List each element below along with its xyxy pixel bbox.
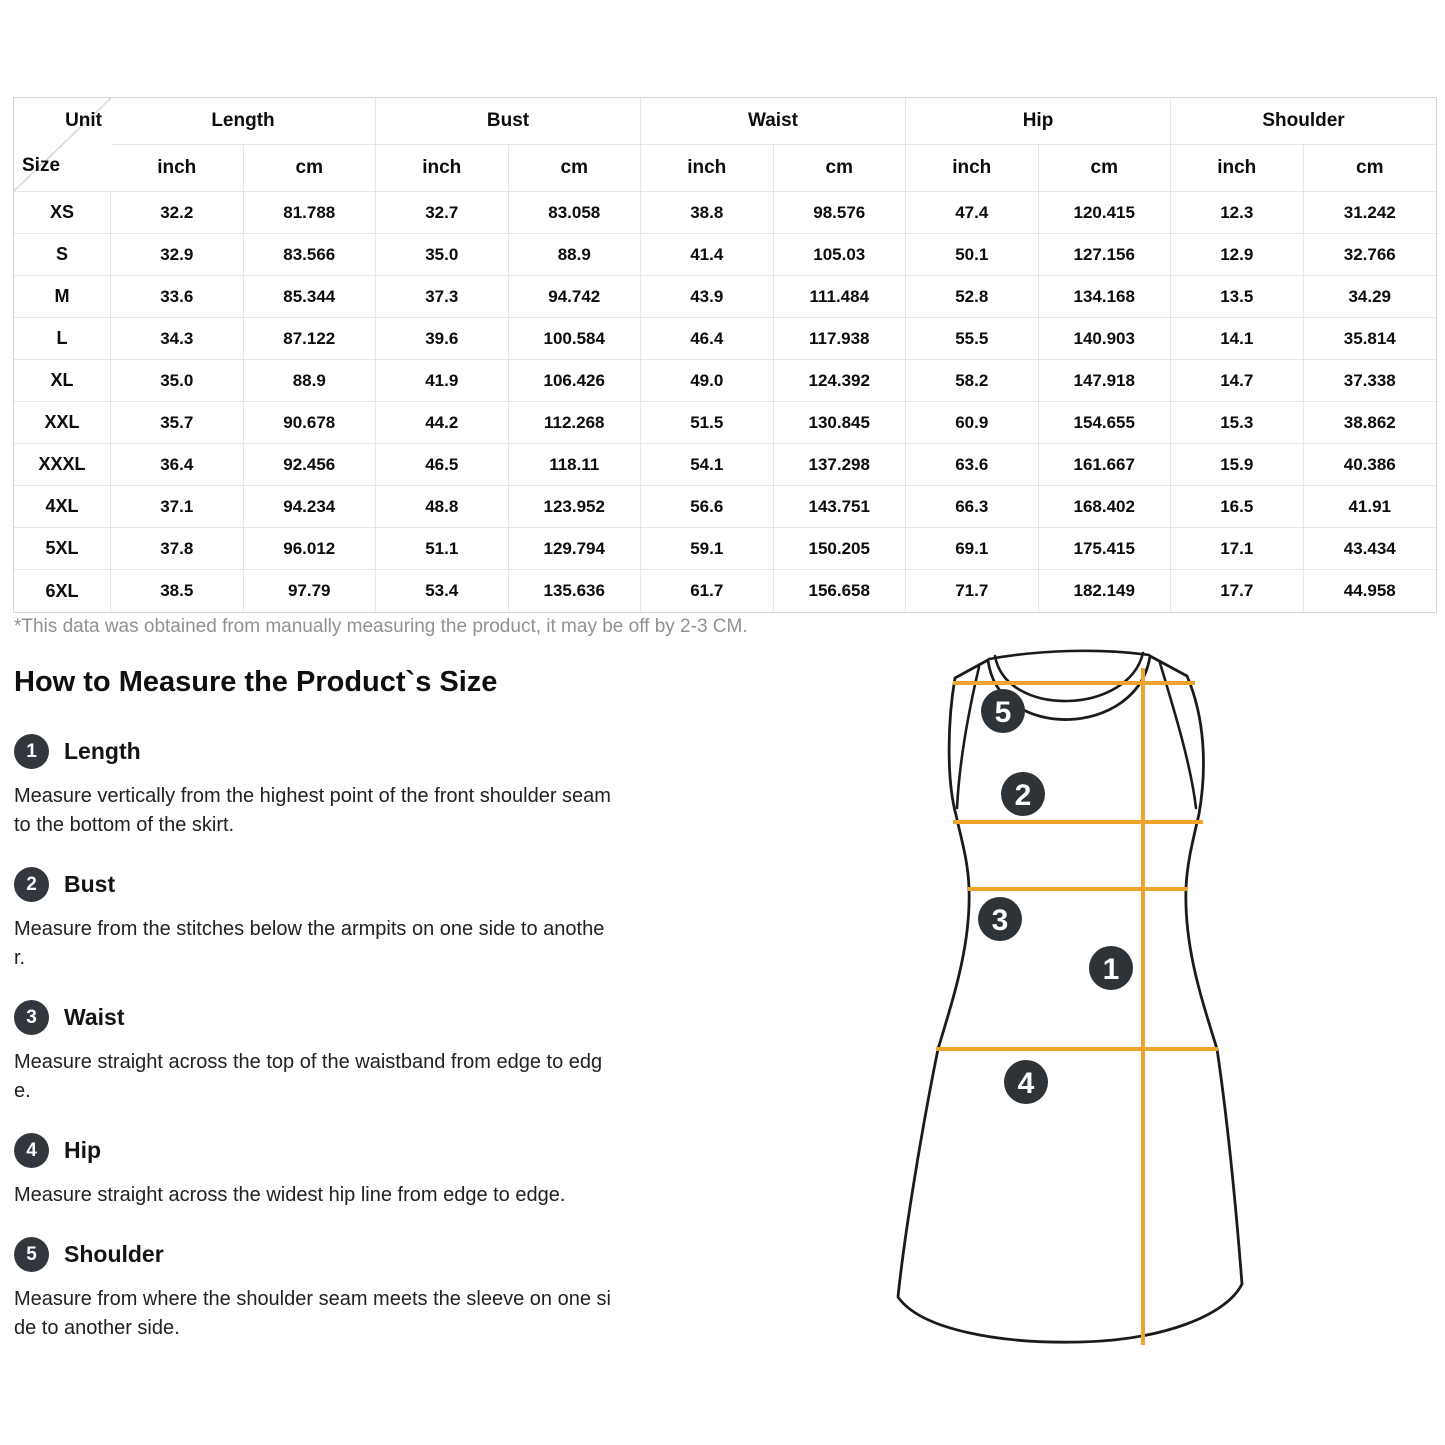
svg-text:4: 4: [1017, 1067, 1035, 1100]
collar-inner-line: [995, 653, 1143, 701]
measurement-cell: 83.058: [509, 192, 642, 234]
measurement-cell: 38.5: [111, 570, 244, 612]
unit-header: cm: [244, 145, 377, 192]
measurement-cell: 51.1: [376, 528, 509, 570]
measurement-cell: 97.79: [244, 570, 377, 612]
measurement-cell: 168.402: [1039, 486, 1172, 528]
measurement-cell: 117.938: [774, 318, 907, 360]
marker-hip: [1004, 1060, 1048, 1104]
marker-waist: [978, 897, 1022, 941]
measurement-cell: 140.903: [1039, 318, 1172, 360]
measurement-cell: 54.1: [641, 444, 774, 486]
measurement-cell: 130.845: [774, 402, 907, 444]
corner-size-label: Size: [22, 155, 61, 176]
measurement-cell: 32.766: [1304, 234, 1437, 276]
measurement-cell: 44.958: [1343, 581, 1396, 600]
row-size-label: XS: [14, 192, 111, 234]
measurement-cell: 129.794: [509, 528, 642, 570]
measurement-cell: 33.6: [111, 276, 244, 318]
measurement-cell: 32.7: [376, 192, 509, 234]
measurement-cell: 32.9: [111, 234, 244, 276]
measurement-cell: 40.386: [1304, 444, 1437, 486]
measurement-cell: 12.3: [1171, 192, 1304, 234]
measurement-cell: 38.8: [641, 192, 774, 234]
measurement-cell: 46.4: [641, 318, 774, 360]
column-group-hip: Hip: [906, 98, 1171, 145]
measurement-cell: 41.4: [641, 234, 774, 276]
dress-outline: [898, 656, 1242, 1342]
measurement-cell: 41.9: [376, 360, 509, 402]
step-name: Waist: [64, 1004, 125, 1030]
measurement-cell: 87.122: [244, 318, 377, 360]
measurement-cell: 55.5: [906, 318, 1039, 360]
measurement-cell: 81.788: [244, 192, 377, 234]
row-size-label: S: [14, 234, 111, 276]
step-description: Measure vertically from the highest point of the front shoulder seam to the bottom of the skirt.: [14, 785, 611, 836]
row-size-label: 4XL: [14, 486, 111, 528]
measurement-cell: 53.4: [376, 570, 509, 612]
measurement-cell: 31.242: [1304, 192, 1437, 234]
step-number-badge: 3: [14, 1000, 49, 1035]
measurement-cell: 100.584: [509, 318, 642, 360]
step-description: Measure straight across the top of the waistband from edge to edge.: [14, 1051, 603, 1102]
measurement-cell: 69.1: [906, 528, 1039, 570]
measurement-cell: 127.156: [1039, 234, 1172, 276]
row-size-label: XXL: [14, 402, 111, 444]
measurement-cell: 37.338: [1304, 360, 1437, 402]
step-waist: [14, 1000, 620, 1106]
measurement-cell: 182.149: [1039, 570, 1172, 612]
step-hip: [14, 1133, 620, 1210]
marker-shoulder: [981, 689, 1025, 733]
measurement-cell: 59.1: [641, 528, 774, 570]
measurement-cell: 58.2: [906, 360, 1039, 402]
measurement-cell: 156.658: [774, 570, 907, 612]
measurement-cell: 12.9: [1171, 234, 1304, 276]
step-number-badge: 2: [14, 867, 49, 902]
measurement-cell: 106.426: [509, 360, 642, 402]
measurement-cell: 46.5: [376, 444, 509, 486]
measurement-cell: 112.268: [509, 402, 642, 444]
step-name: Length: [64, 738, 141, 764]
step-description: Measure straight across the widest hip line from edge to edge.: [14, 1184, 566, 1206]
step-number-badge: 5: [14, 1237, 49, 1272]
measurement-cell: 154.655: [1039, 402, 1172, 444]
measurement-cell: 150.205: [774, 528, 907, 570]
measurement-cell: 35.814: [1304, 318, 1437, 360]
column-group-bust: Bust: [376, 98, 641, 145]
svg-text:2: 2: [1014, 779, 1032, 812]
measurement-cell: 71.7: [906, 570, 1039, 612]
measurement-cell: 137.298: [774, 444, 907, 486]
measurement-cell: 63.6: [906, 444, 1039, 486]
table-corner-cell: [14, 98, 111, 192]
measurement-cell: 38.862: [1304, 402, 1437, 444]
row-size-label: 6XL: [14, 570, 111, 612]
size-table: [13, 97, 1437, 613]
measurement-cell: 39.6: [376, 318, 509, 360]
measurement-cell: 35.7: [111, 402, 244, 444]
measurement-cell: 50.1: [906, 234, 1039, 276]
unit-header: inch: [641, 145, 774, 192]
unit-header: inch: [376, 145, 509, 192]
row-size-label: XL: [14, 360, 111, 402]
step-name: Shoulder: [64, 1241, 164, 1267]
measurement-cell: 37.8: [111, 528, 244, 570]
measurement-cell: 120.415: [1039, 192, 1172, 234]
unit-header: inch: [111, 145, 244, 192]
measurement-cell: 51.5: [641, 402, 774, 444]
how-to-title: How to Measure the Product`s Size: [14, 666, 498, 698]
row-size-label: XXXL: [14, 444, 111, 486]
measurement-cell: 135.636: [509, 570, 642, 612]
measurement-cell: 37.1: [111, 486, 244, 528]
step-number-badge: 4: [14, 1133, 49, 1168]
step-description: Measure from the stitches below the armpits on one side to another.: [14, 918, 605, 969]
marker-length: [1089, 946, 1133, 990]
measurement-cell: 105.03: [774, 234, 907, 276]
column-group-length: Length: [111, 98, 376, 145]
measurement-cell: 161.667: [1039, 444, 1172, 486]
measurement-cell: 36.4: [111, 444, 244, 486]
measurement-cell: 61.7: [641, 570, 774, 612]
measurement-cell: 41.91: [1304, 486, 1437, 528]
measurement-cell: 83.566: [244, 234, 377, 276]
measurement-cell: 98.576: [774, 192, 907, 234]
column-group-shoulder: Shoulder: [1171, 98, 1436, 145]
unit-header: cm: [1304, 145, 1437, 192]
measurement-cell: 88.9: [244, 360, 377, 402]
unit-header: inch: [906, 145, 1039, 192]
step-length: [14, 734, 620, 840]
dress-diagram: [880, 630, 1260, 1360]
measurement-cell: 17.1: [1171, 528, 1304, 570]
measurement-cell: 32.2: [111, 192, 244, 234]
measurement-cell: 16.5: [1171, 486, 1304, 528]
step-number-badge: 1: [14, 734, 49, 769]
unit-header: cm: [509, 145, 642, 192]
measurement-cell: 14.7: [1171, 360, 1304, 402]
measurement-cell: 13.5: [1171, 276, 1304, 318]
measurement-cell: 35.0: [376, 234, 509, 276]
step-shoulder: [14, 1237, 620, 1343]
measurement-cell: 37.3: [376, 276, 509, 318]
step-name: Hip: [64, 1137, 102, 1163]
svg-text:3: 3: [991, 904, 1009, 937]
measurement-cell: 44.2: [376, 402, 509, 444]
measurement-cell: 143.751: [774, 486, 907, 528]
measurement-cell: 85.344: [244, 276, 377, 318]
measurement-cell: 15.3: [1171, 402, 1304, 444]
row-size-label: L: [14, 318, 111, 360]
measurement-cell: 123.952: [509, 486, 642, 528]
measurement-cell: 43.434: [1304, 528, 1437, 570]
measurement-cell: 48.8: [376, 486, 509, 528]
table-footnote: *This data was obtained from manually measuring the product, it may be off by 2-3 CM.: [14, 616, 748, 637]
measurement-cell: 92.456: [244, 444, 377, 486]
measurement-cell: 52.8: [906, 276, 1039, 318]
measurement-cell: 15.9: [1171, 444, 1304, 486]
measurement-cell: 34.29: [1304, 276, 1437, 318]
measurement-cell: 118.11: [509, 444, 642, 486]
measurement-cell: 47.4: [906, 192, 1039, 234]
measurement-cell: 34.3: [111, 318, 244, 360]
measurement-cell: 14.1: [1171, 318, 1304, 360]
svg-text:1: 1: [1102, 953, 1120, 986]
measurement-cell: 60.9: [906, 402, 1039, 444]
marker-bust: [1001, 772, 1045, 816]
row-size-label: 5XL: [14, 528, 111, 570]
row-size-label: M: [14, 276, 111, 318]
measurement-cell: 88.9: [509, 234, 642, 276]
unit-header: cm: [1039, 145, 1172, 192]
step-bust: [14, 867, 620, 973]
corner-unit-label: Unit: [65, 110, 102, 131]
collar-back-line: [989, 651, 1149, 659]
measurement-cell: 124.392: [774, 360, 907, 402]
step-name: Bust: [64, 871, 116, 897]
measurement-cell: 147.918: [1039, 360, 1172, 402]
measurement-cell: 49.0: [641, 360, 774, 402]
measurement-cell: 56.6: [641, 486, 774, 528]
measurement-cell: 111.484: [774, 276, 907, 318]
measurement-cell: 94.742: [509, 276, 642, 318]
unit-header: inch: [1171, 145, 1304, 192]
svg-text:5: 5: [994, 696, 1012, 729]
measurement-cell: 66.3: [906, 486, 1039, 528]
measurement-cell: 35.0: [111, 360, 244, 402]
measurement-cell: 90.678: [244, 402, 377, 444]
measurement-cell: 94.234: [244, 486, 377, 528]
unit-header: cm: [774, 145, 907, 192]
column-group-waist: Waist: [641, 98, 906, 145]
measurement-cell: 17.7: [1171, 570, 1304, 612]
measurement-cell: 134.168: [1039, 276, 1172, 318]
step-description: Measure from where the shoulder seam meets the sleeve on one side to another side.: [14, 1288, 611, 1339]
measurement-cell: 43.9: [641, 276, 774, 318]
measurement-cell: 175.415: [1039, 528, 1172, 570]
how-to-section: [14, 664, 620, 1370]
measurement-cell: 96.012: [244, 528, 377, 570]
